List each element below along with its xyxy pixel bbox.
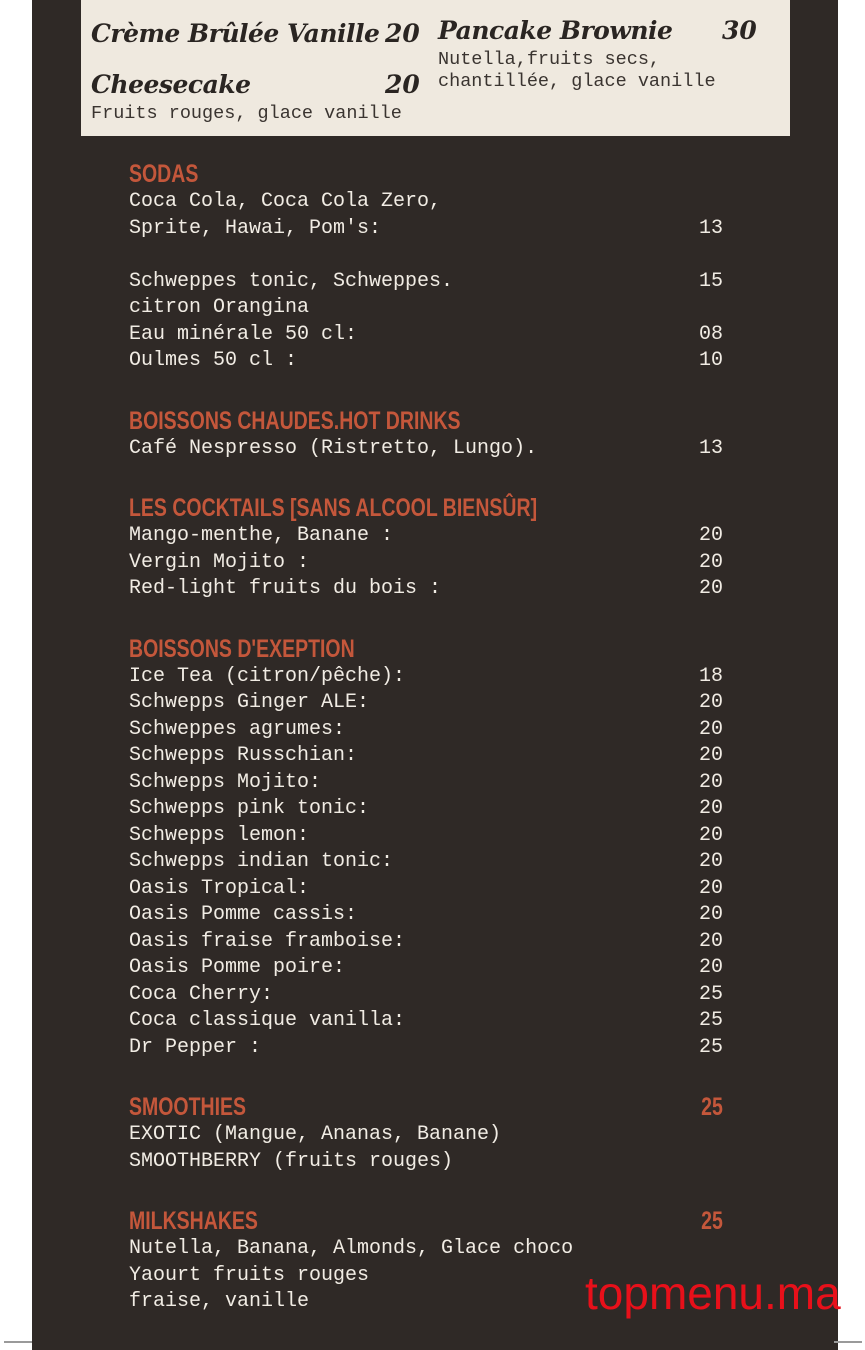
item-label: Oasis fraise framboise: (129, 929, 406, 953)
item-price: 20 (698, 797, 723, 820)
menu-item (129, 269, 723, 296)
item-label: Coca classique vanilla: (129, 1009, 406, 1032)
item-label: Café Nespresso (Ristretto, Lungo). (129, 436, 538, 460)
item-price: 15 (698, 269, 723, 293)
menu-item (129, 1122, 723, 1149)
item-price: 25 (698, 1009, 723, 1032)
dessert-name: Cheesecake (91, 70, 251, 99)
menu-item (129, 717, 723, 744)
item-label: Dr Pepper : (129, 1035, 262, 1059)
item-price: 08 (698, 322, 723, 346)
item-price: 20 (698, 903, 723, 926)
dessert-name: Pancake Brownie (438, 16, 673, 45)
section-price: 25 (701, 1093, 723, 1121)
section-header (129, 1093, 723, 1122)
item-label: Mango-menthe, Banane : (129, 524, 394, 547)
menu-item (129, 189, 723, 216)
item-price: 20 (698, 770, 723, 794)
item-label: Schweppes tonic, Schweppes. (129, 269, 454, 293)
item-price: 20 (698, 744, 723, 767)
item-label: Schweppes agrumes: (129, 717, 346, 741)
menu-item (129, 242, 723, 269)
item-label: Yaourt fruits rouges (129, 1263, 370, 1287)
item-label: Schwepps Russchian: (129, 744, 358, 767)
crop-mark (834, 1341, 862, 1343)
menu-item (129, 322, 723, 349)
desserts-box (81, 0, 790, 136)
item-price: 18 (698, 664, 723, 688)
item-label: Schwepps Mojito: (129, 770, 322, 794)
section-title: SMOOTHIES (129, 1093, 247, 1121)
item-price: 13 (698, 216, 723, 240)
item-price: 20 (698, 823, 723, 847)
menu-item (129, 295, 723, 322)
item-price: 20 (698, 717, 723, 741)
item-label: Schwepps indian tonic: (129, 850, 394, 873)
section-header (129, 160, 723, 189)
section-title: SODAS (129, 160, 199, 188)
item-price: 20 (698, 876, 723, 900)
item-label: fraise, vanille (129, 1290, 310, 1313)
menu-item (129, 690, 723, 717)
menu-item (129, 436, 723, 463)
item-price: 20 (698, 956, 723, 979)
item-label: Schwepps Ginger ALE: (129, 691, 370, 714)
item-price: 20 (698, 577, 723, 600)
menu-item (129, 955, 723, 982)
menu-item (129, 849, 723, 876)
menu-item (129, 823, 723, 850)
item-label: Red-light fruits du bois : (129, 577, 442, 600)
item-price: 25 (698, 1035, 723, 1059)
menu-item (129, 523, 723, 550)
item-price: 20 (698, 691, 723, 714)
item-price: 13 (698, 436, 723, 460)
crop-mark (4, 1341, 32, 1343)
menu-section (129, 407, 723, 463)
menu-item (129, 550, 723, 577)
menu-section (129, 1093, 723, 1175)
item-label: Schwepps lemon: (129, 823, 310, 847)
item-label: citron Orangina (129, 296, 310, 319)
menu-item (129, 982, 723, 1009)
menu-item (129, 664, 723, 691)
drinks-menu (129, 160, 723, 1348)
item-price: 20 (698, 524, 723, 547)
item-label: Oasis Pomme cassis: (129, 903, 358, 926)
item-price: 20 (698, 929, 723, 953)
menu-item (129, 743, 723, 770)
section-header (129, 635, 723, 664)
menu-item (129, 1236, 723, 1263)
section-title: MILKSHAKES (129, 1207, 258, 1235)
section-title: BOISSONS D'EXEPTION (129, 634, 355, 663)
menu-item (129, 348, 723, 375)
item-price: 20 (698, 550, 723, 574)
item-price: 10 (698, 349, 723, 372)
dessert-price: 20 (385, 70, 420, 99)
menu-section (129, 635, 723, 1062)
menu-item (129, 1149, 723, 1176)
item-label: Oulmes 50 cl : (129, 349, 298, 372)
section-price: 25 (701, 1207, 723, 1235)
item-label: Sprite, Hawai, Pom's: (129, 216, 382, 240)
dessert-price: 30 (722, 16, 757, 45)
dessert-price: 20 (385, 19, 420, 48)
menu-item (129, 902, 723, 929)
section-header (129, 494, 723, 523)
menu-section (129, 160, 723, 375)
menu-item (129, 770, 723, 797)
item-label: Oasis Tropical: (129, 876, 310, 900)
item-label: Schwepps pink tonic: (129, 797, 370, 820)
menu-item (129, 1008, 723, 1035)
menu-item (129, 576, 723, 603)
section-title: LES COCKTAILS [SANS ALCOOL BIENSÛR] (129, 494, 538, 522)
section-title: BOISSONS CHAUDES.HOT DRINKS (129, 406, 461, 435)
dessert-description: Fruits rouges, glace vanille (91, 103, 402, 124)
item-label: SMOOTHBERRY (fruits rouges) (129, 1149, 454, 1173)
watermark: topmenu.ma (585, 1267, 841, 1319)
item-label: Ice Tea (citron/pêche): (129, 664, 406, 688)
item-price: 20 (698, 850, 723, 873)
item-price: 25 (698, 982, 723, 1006)
item-label: Oasis Pomme poire: (129, 956, 346, 979)
section-header (129, 407, 723, 436)
item-label: Vergin Mojito : (129, 550, 310, 574)
item-label: Coca Cherry: (129, 982, 274, 1006)
item-label: Nutella, Banana, Almonds, Glace choco (129, 1237, 574, 1260)
dessert-description: Nutella,fruits secs, chantillée, glace vanille (438, 49, 716, 92)
menu-item (129, 216, 723, 243)
menu-section (129, 494, 723, 603)
item-label: Eau minérale 50 cl: (129, 322, 358, 346)
menu-item (129, 1035, 723, 1062)
item-label: EXOTIC (Mangue, Ananas, Banane) (129, 1123, 502, 1146)
dessert-name: Crème Brûlée Vanille (91, 19, 380, 48)
menu-item (129, 796, 723, 823)
menu-item (129, 876, 723, 903)
item-label: Coca Cola, Coca Cola Zero, (129, 190, 442, 213)
section-header (129, 1207, 723, 1236)
menu-item (129, 929, 723, 956)
